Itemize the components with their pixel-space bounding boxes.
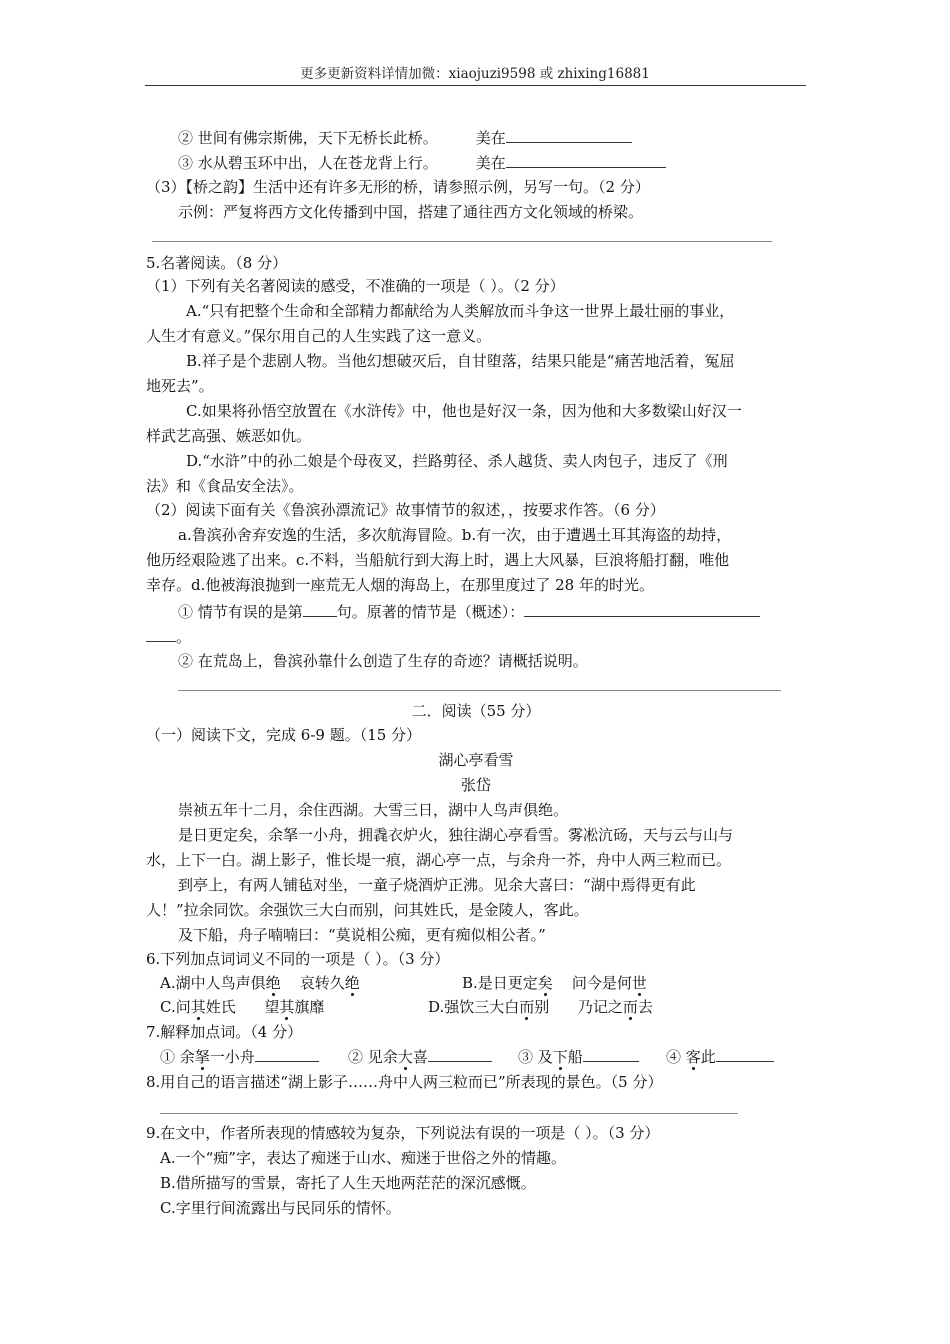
q5-subq-1 [178,600,760,623]
q6-option-d [428,996,653,1018]
q4-example: 示例：严复将西方文化传播到中国，搭建了通往西方文化领域的桥梁。 [178,203,644,221]
q5-subq-1-blank-cont[interactable] [146,625,176,642]
section-2-title: 二．阅读（55 分） [411,702,541,720]
q5-option-a-line1: A.“只有把整个生命和全部精力都献给为人类解放而斗争这一世界上最壮丽的事业， [186,302,735,320]
q6-b-text: B.是日更定 [462,974,538,992]
passage-title: 湖心亭看雪 [438,751,514,769]
q5-option-b-line1: B.祥子是个悲剧人物。当他幻想破灭后，自甘堕落，结果只能是“痛苦地活着，冤屈 [186,352,735,370]
q5-subq-1-blank-sentence[interactable] [303,600,337,617]
q7-item-2-text: ② 见余 [348,1048,398,1066]
q7-title: 7.解释加点词。（4 分） [146,1023,303,1041]
q5-option-c-line2: 样武艺高强、嫉恶如仇。 [146,427,312,445]
q7-item-1-blank[interactable] [255,1045,319,1062]
q4-item-2-blank[interactable] [506,126,632,143]
passage-para-2-line2: 水，上下一白。湖上影子，惟长堤一痕，湖心亭一点，与余舟一芥，舟中人两三粒而已。 [146,851,732,869]
q9-option-a: A.一个“痴”字，表达了痴迷于山水、痴迷于世俗之外的情趣。 [160,1149,566,1167]
q7-item-1-text: ① 余 [160,1048,195,1066]
q6-c-text: C.问 [160,998,191,1016]
q9-option-c: C.字里行间流露出与民同乐的情怀。 [160,1199,401,1217]
q7-item-3-text-2: 船 [567,1048,583,1066]
q7-item-2-blank[interactable] [428,1045,492,1062]
q7-item-3-blank[interactable] [583,1045,639,1062]
q5-title: 5.名著阅读。（8 分） [146,254,288,272]
section-2-intro: （一）阅读下文，完成 6-9 题。（15 分） [146,726,422,744]
q5-story-line3: 幸存。d.他被海浪抛到一座荒无人烟的海岛上，在那里度过了 28 年的时光。 [146,576,654,594]
q6-option-b [462,972,647,994]
q4-item-3-text: ③ 水从碧玉环中出，人在苍龙背上行。 [178,154,438,172]
q7-item-1-dotted-word: 拏 [194,1048,210,1066]
q9-option-b: B.借所描写的雪景，寄托了人生天地两茫茫的深沉感慨。 [160,1174,536,1192]
q6-d-text: D.强饮三大白 [428,998,520,1016]
q6-b-dotted-word-1: 矣 [537,974,553,992]
q7-item-1-text-2: 一小舟 [209,1048,255,1066]
q5-option-d-line2: 法》和《食品安全法》。 [146,477,304,495]
q7-item-4-dotted-word: 客 [685,1048,701,1066]
q4-item-3 [178,151,666,174]
q5-option-a-line2: 人生才有意义。”保尔用自己的人生实践了这一意义。 [146,327,492,345]
q6-d-dotted-word-1: 而 [519,998,535,1016]
q8-title: 8.用自己的语言描述“湖上影子……舟中人两三粒而已”所表现的景色。（5 分） [146,1073,663,1091]
q7-item-3-text: ③ 及 [518,1048,553,1066]
q5-subq-1-end: 。 [176,628,192,646]
q4-item-3-label: 美在 [475,154,506,172]
q6-a-text-2: 哀转久 [280,974,345,992]
q5-option-c-line1: C.如果将孙悟空放置在《水浒传》中，他也是好汉一条，因为他和大多数梁山好汉一 [186,402,742,420]
q4-item-2-text: ② 世间有佛宗斯佛，天下无桥长此桥。 [178,129,438,147]
header-rule [145,85,806,86]
passage-para-1: 崇祯五年十二月，余住西湖。大雪三日，湖中人鸟声俱绝。 [178,801,569,819]
q4-item-2 [178,126,632,149]
q4-part-3: （3）【桥之韵】生活中还有许多无形的桥，请参照示例，另写一句。（2 分） [146,178,650,196]
q5-subq-1-text-a: ① 情节有误的是第 [178,603,303,621]
q6-c-dotted-word-1: 其 [190,998,206,1016]
q6-option-a [160,972,360,994]
q6-d-dotted-word-2: 而 [622,998,638,1016]
q5-subq-2: ② 在荒岛上，鲁滨孙靠什么创造了生存的奇迹？请概括说明。 [178,652,588,670]
q4-item-2-label: 美在 [475,129,506,147]
q6-b-text-2: 问今是何 [552,974,632,992]
q6-option-c [160,996,324,1018]
q4-item-3-blank[interactable] [506,151,666,168]
q7-item-2 [348,1045,492,1068]
q6-d-text-3: 去 [637,998,653,1016]
q7-item-1 [160,1045,319,1068]
q7-item-4-text-2: 此 [700,1048,716,1066]
q9-title: 9.在文中，作者所表现的情感较为复杂，下列说法有误的一项是（ ）。（3 分） [146,1124,660,1142]
q5-part-2: （2）阅读下面有关《鲁滨孙漂流记》故事情节的叙述，，按要求作答。（6 分） [146,501,665,519]
q5-story-line2: 他历经艰险逃了出来。c.不料，当船航行到大海上时，遇上大风暴，巨浪将船打翻，唯他 [146,551,730,569]
q5-part-1: （1）下列有关名著阅读的感受，不准确的一项是（ ）。（2 分） [146,277,565,295]
passage-para-3-line1: 到亭上，有两人铺毡对坐，一童子烧酒炉正沸。见余大喜曰：“湖中焉得更有此 [178,876,696,894]
passage-para-3-line2: 人！”拉余同饮。余强饮三大白而别，问其姓氏，是金陵人，客此。 [146,901,589,919]
passage-para-2-line1: 是日更定矣，余拏一小舟，拥毳衣炉火，独往湖心亭看雪。雾凇沆砀，天与云与山与 [178,826,734,844]
q6-c-text-3: 旗靡 [294,998,325,1016]
passage-para-4: 及下船，舟子喃喃曰：“莫说相公痴，更有痴似相公者。” [178,926,546,944]
q7-item-3 [518,1045,639,1068]
q7-item-4 [666,1045,774,1068]
q7-item-4-blank[interactable] [716,1045,774,1062]
q7-item-3-dotted-word: 下 [552,1048,568,1066]
q5-story-line1: a.鲁滨孙舍弃安逸的生活，多次航海冒险。b.有一次，由于遭遇土耳其海盗的劫持， [178,526,732,544]
q6-c-dotted-word-2: 其 [279,998,295,1016]
q6-a-dotted-word-2: 绝 [344,974,360,992]
q5-subq-1-text-b: 句。原著的情节是（概述）： [336,603,525,621]
q6-a-text: A.湖中人鸟声俱 [160,974,266,992]
q6-a-dotted-word-1: 绝 [265,974,281,992]
q6-d-text-2: 别 乃记之 [534,998,623,1016]
q7-item-2-text-2: 喜 [412,1048,428,1066]
q5-option-b-line2: 地死去”。 [146,377,214,395]
q5-answer-line[interactable] [178,690,781,691]
q7-item-4-text: ④ [666,1048,686,1066]
q4-answer-line[interactable] [152,241,772,242]
q6-title: 6.下列加点词词义不同的一项是（ ）。（3 分） [146,950,450,968]
q8-answer-line[interactable] [160,1113,738,1114]
q6-c-text-2: 姓氏 望 [205,998,280,1016]
page-header: 更多更新资料详情加微：xiaojuzi9598 或 zhixing16881 [300,66,650,82]
q5-subq-1-blank-plot[interactable] [524,600,760,617]
q7-item-2-dotted-word: 大 [397,1048,413,1066]
q5-subq-1-cont [146,625,191,648]
passage-author: 张岱 [460,776,491,794]
q6-b-dotted-word-2: 世 [631,974,647,992]
q5-option-d-line1: D.“水浒”中的孙二娘是个母夜叉，拦路剪径、杀人越货、卖人肉包子，违反了《刑 [186,452,728,470]
